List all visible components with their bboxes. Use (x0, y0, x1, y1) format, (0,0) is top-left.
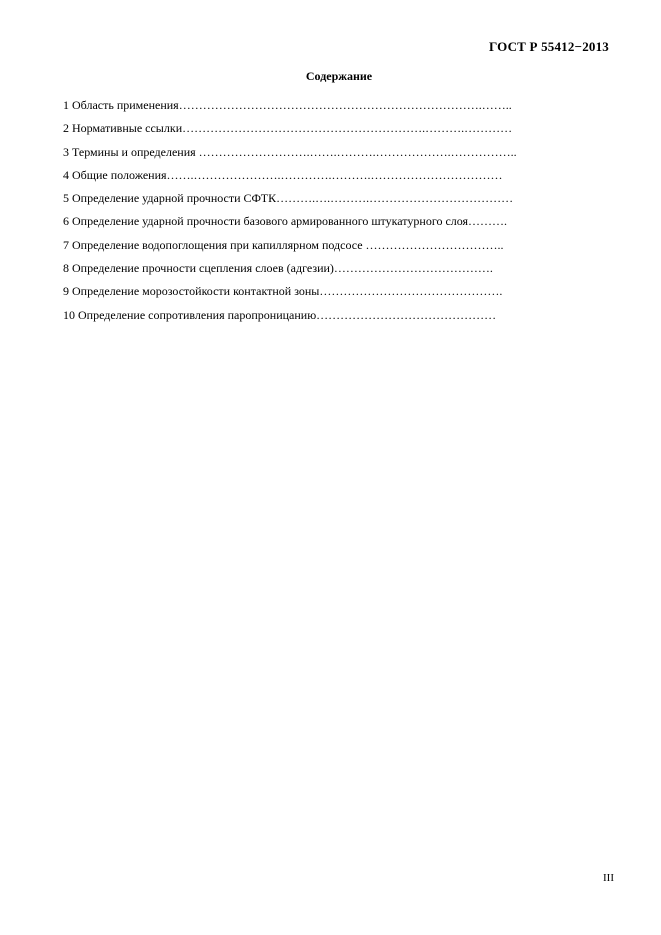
toc-item-4[interactable]: 4 Общие положения…….………………….………….……….…………………………… (63, 167, 503, 182)
toc-item-2[interactable]: 2 Нормативные ссылки…………………………………………………….……….………… (63, 121, 513, 136)
toc-item-3[interactable]: 3 Термины и определения ……………………….…….……….……………….…………….. (63, 144, 517, 159)
toc-item-5[interactable]: 5 Определение ударной прочности СФТК……….….……….……………………………… (63, 191, 514, 206)
document-code: ГОСТ Р 55412−2013 (488, 39, 609, 54)
toc-title: Содержание (305, 69, 373, 83)
toc-item-10[interactable]: 10 Определение сопротивления паропроницанию……………………………………… (63, 307, 497, 322)
toc-item-7[interactable]: 7 Определение водопоглощения при капиллярном подсосе …………………………….. (63, 237, 504, 252)
toc-item-6[interactable]: 6 Определение ударной прочности базового армированного штукатурного слоя………. (63, 214, 508, 229)
table-of-contents (63, 97, 517, 330)
toc-item-9[interactable]: 9 Определение морозостойкости контактной зоны………………………………………. (63, 284, 503, 299)
toc-item-1[interactable]: 1 Область применения………………………………………………………………….…….. (63, 98, 512, 112)
toc-item-8[interactable]: 8 Определение прочности сцепления слоев (адгезии)…………………………………. (63, 261, 493, 276)
page-number: III (603, 872, 614, 884)
